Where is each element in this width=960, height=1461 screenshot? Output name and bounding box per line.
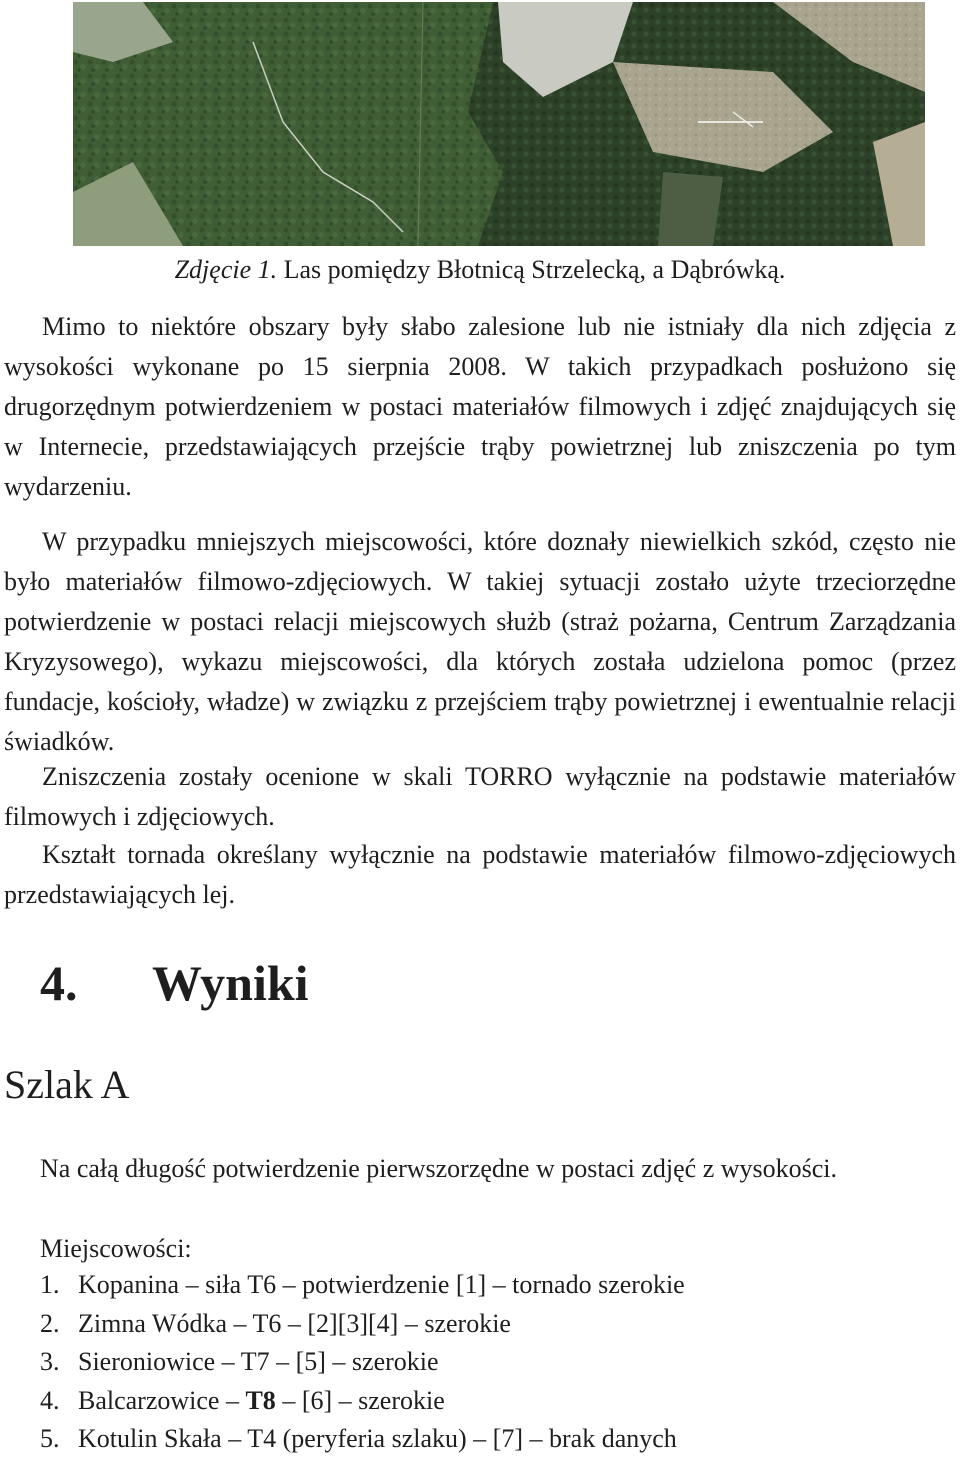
list-item-number: 1.	[40, 1270, 60, 1299]
caption-label: Zdjęcie 1.	[174, 255, 278, 284]
figure-caption	[0, 252, 960, 288]
section-heading	[40, 948, 309, 1018]
section-title: Wyniki	[152, 955, 309, 1011]
aerial-photo	[73, 2, 925, 246]
paragraph-1: Mimo to niektóre obszary były słabo zalesione lub nie istniały dla nich zdjęcia z wysokości wykonane po 15 sierpnia 2008. W takich przypadkach posłużono się drugorzędnym potwierdzeniem w postaci materiałów filmowych i zdjęć znajdujących się w Internecie, przedstawiających przejście trąby powietrznej lub zniszczenia po tym wydarzeniu.	[4, 312, 956, 501]
confirmation-text: Na całą długość potwierdzenie pierwszorzędne w postaci zdjęć z wysokości.	[40, 1154, 838, 1183]
caption-text: Las pomiędzy Błotnicą Strzelecką, a Dąbrówką.	[277, 255, 786, 284]
list-item-text-post: – [6] – szerokie	[275, 1385, 445, 1415]
list-item-number: 2.	[40, 1308, 60, 1338]
list-item	[40, 1266, 685, 1305]
list-item-number: 3.	[40, 1347, 60, 1377]
list-item	[40, 1343, 685, 1382]
list-item-text: Sieroniowice – T7 – [5] – szerokie	[78, 1347, 439, 1377]
section-number: 4.	[40, 955, 78, 1011]
paragraph-2: W przypadku mniejszych miejscowości, które doznały niewielkich szkód, często nie było materiałów filmowo-zdjęciowych. W takiej sytuacji zostało użyte trzeciorzędne potwierdzenie w postaci relacji miejscowych służb (straż pożarna, Centrum Zarządzania Kryzysowego), wykazu miejscowości, dla których została udzielona pomoc (przez fundacje, kościoły, władze) w związku z przejściem trąby powietrznej i ewentualnie relacji świadków.	[4, 527, 956, 756]
list-item-text-pre: Balcarzowice –	[78, 1385, 246, 1415]
places-label: Miejscowości:	[40, 1234, 192, 1263]
list-item-text: Kotulin Skała – T4 (peryferia szlaku) – [7] – brak danych	[78, 1424, 677, 1454]
list-item-number: 4.	[40, 1385, 60, 1415]
places-list	[40, 1266, 685, 1459]
list-item-number: 5.	[40, 1424, 60, 1454]
list-item-text: Zimna Wódka – T6 – [2][3][4] – szerokie	[78, 1308, 511, 1338]
list-item-strength-bold: T8	[245, 1385, 276, 1415]
list-item-text: Kopanina – siła T6 – potwierdzenie [1] – tornado szerokie	[78, 1270, 685, 1299]
paragraph-3: Zniszczenia zostały ocenione w skali TORRO wyłącznie na podstawie materiałów filmowych i zdjęciowych.	[4, 762, 956, 831]
list-item	[40, 1382, 685, 1421]
list-item	[40, 1305, 685, 1344]
list-item	[40, 1420, 685, 1459]
subsection-title: Szlak A	[4, 1062, 130, 1107]
paragraph-4: Kształt tornada określany wyłącznie na podstawie materiałów filmowo-zdjęciowych przedstawiających lej.	[4, 840, 956, 909]
